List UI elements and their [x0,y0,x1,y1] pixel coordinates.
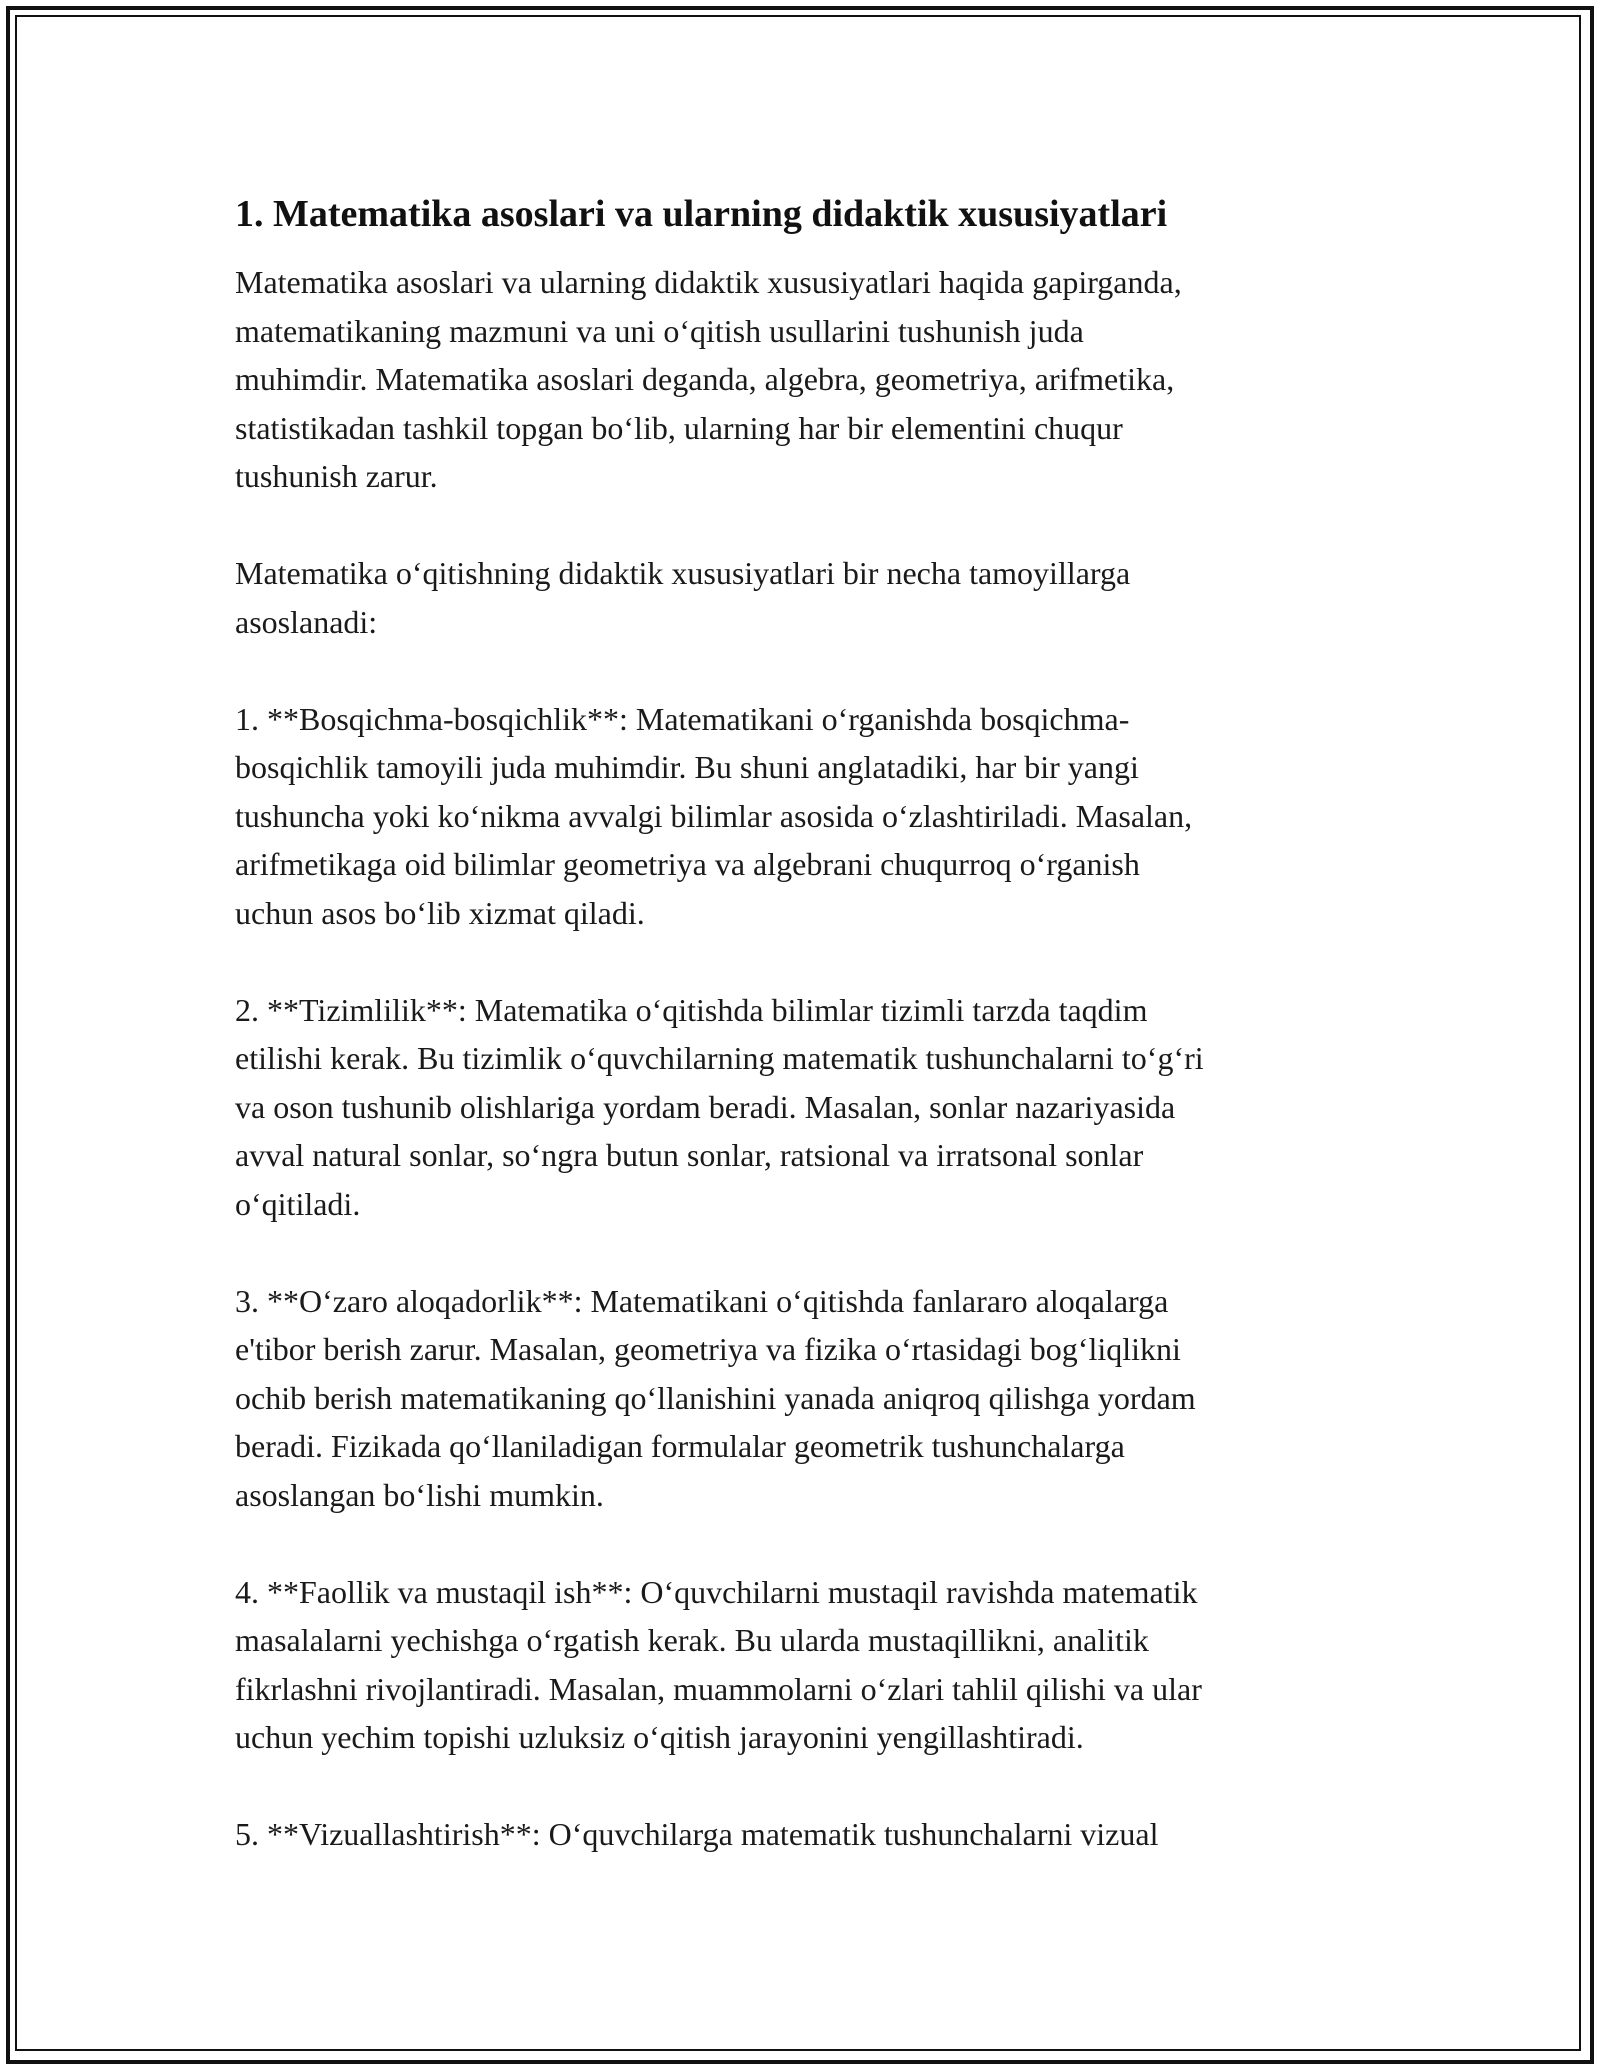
section-heading: 1. Matematika asoslari va ularning didaktik xususiyatlari [235,193,1168,235]
document-page [235,185,1365,1859]
principle-5-paragraph: 5. **Vizuallashtirish**: O‘quvchilarga matematik tushunchalarni vizual [235,1816,1159,1852]
principle-3-paragraph: 3. **O‘zaro aloqadorlik**: Matematikani o‘qitishda fanlararo aloqalarga e'tibor berish zarur. Masalan, geometriya va fizika o‘rtasidagi bog‘liqlikni ochib berish matematikaning qo‘llanishini yanada aniqroq qilishga yordam beradi. Fizikada qo‘llaniladigan formulalar geometrik tushunchalarga asoslangan bo‘lishi mumkin. [235,1282,1196,1513]
intro-paragraph: Matematika asoslari va ularning didaktik xususiyatlari haqida gapirganda, matematikaning mazmuni va uni o‘qitish usullarini tushunish juda muhimdir. Matematika asoslari deganda, algebra, geometriya, arifmetika, statistikadan tashkil topgan bo‘lib, ularning har bir elementini chuqur tushunish zarur. [235,264,1182,494]
principle-1-paragraph: 1. **Bosqichma-bosqichlik**: Matematikani o‘rganishda bosqichma- bosqichlik tamoyili juda muhimdir. Bu shuni anglatadiki, har bir yangi tushuncha yoki ko‘nikma avvalgi bilimlar asosida o‘zlashtiriladi. Masalan, arifmetikaga oid bilimlar geometriya va algebrani chuqurroq o‘rganish uchun asos bo‘lib xizmat qiladi. [235,700,1193,931]
principles-lead-paragraph: Matematika o‘qitishning didaktik xususiyatlari bir necha tamoyillarga asoslanadi: [235,555,1131,640]
principle-4-paragraph: 4. **Faollik va mustaqil ish**: O‘quvchilarni mustaqil ravishda matematik masalalarni yechishga o‘rgatish kerak. Bu ularda mustaqillikni, analitik fikrlashni rivojlantiradi. Masalan, muammolarni o‘zlari tahlil qilishi va ular uchun yechim topishi uzluksiz o‘qitish jarayonini yengillashtiradi. [235,1573,1202,1755]
principle-2-paragraph: 2. **Tizimlilik**: Matematika o‘qitishda bilimlar tizimli tarzda taqdim etilishi kerak. Bu tizimlik o‘quvchilarning matematik tushunchalarni to‘g‘ri va oson tushunib olishlariga yordam beradi. Masalan, sonlar nazariyasida avval natural sonlar, so‘ngra butun sonlar, ratsional va irratsonal sonlar o‘qitiladi. [235,991,1204,1222]
